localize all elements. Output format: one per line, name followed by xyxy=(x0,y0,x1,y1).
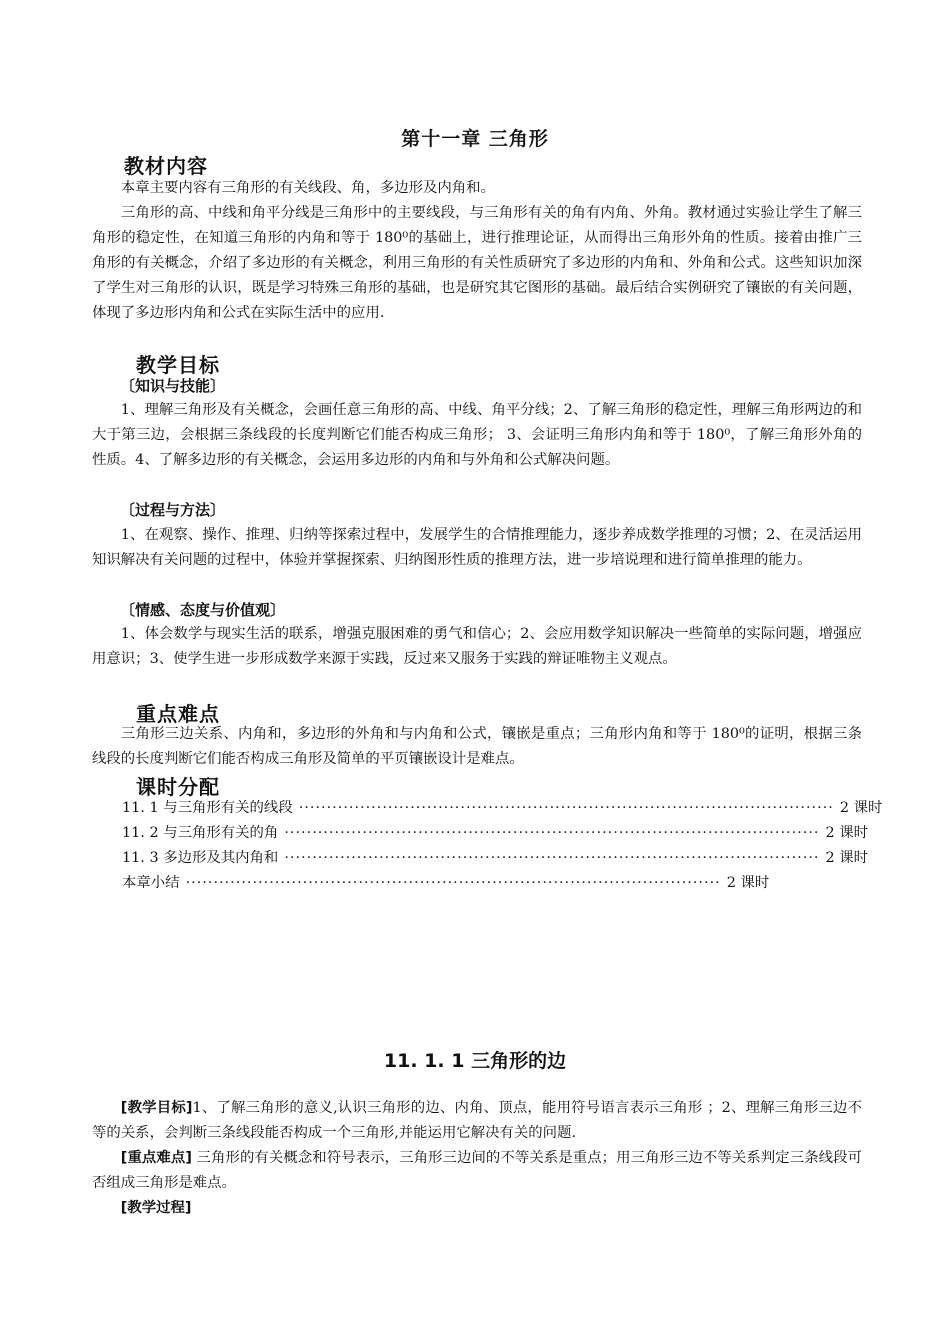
keypoints-text: 三角形三边关系、内角和，多边形的外角和与内角和公式，镶嵌是重点；三角形内角和等于 180⁰的证明，根据三条线段的长度判断它们能否构成三角形及简单的平页镶嵌设计是难点。 xyxy=(92,726,862,767)
schedule-item-title: 11. 2 与三角形有关的角 xyxy=(122,825,279,841)
section-process-label: [教学过程] xyxy=(120,1200,192,1216)
schedule-item-hours: 2 课时 xyxy=(825,850,868,866)
section-keypoints-label: [重点难点] xyxy=(120,1150,192,1166)
chapter-title: 第十一章 三角形 xyxy=(401,128,549,150)
material-body: 三角形的高、中线和角平分线是三角形中的主要线段，与三角形有关的角有内角、外角。教材通过实验让学生了解三角形的稳定性，在知道三角形的内角和等于 180⁰的基础上，进行推理论证，从而得出三角形外角的性质。接着由推广三角形的有关概念，介绍了多边形的有关概念，利用三角形的有关性质研究了多边形的内角和、外角和公式。这些知识加深了学生对三角形的认识，既是学习特殊三角形的基础，也是研究其它图形的基础。最后结合实例研究了镶嵌的有关问题，体现了多边形内角和公式在实际生活中的应用. xyxy=(92,205,862,321)
schedule-item-hours: 2 课时 xyxy=(825,825,868,841)
leader-dots: ································································································ xyxy=(284,825,820,841)
schedule-item xyxy=(122,871,770,896)
schedule-item xyxy=(122,846,868,871)
schedule-item xyxy=(122,821,868,846)
schedule-heading: 课时分配 xyxy=(136,775,220,799)
leader-dots: ································································································ xyxy=(185,875,721,891)
material-heading: 教材内容 xyxy=(124,154,208,178)
schedule-item xyxy=(122,796,883,821)
keypoints-heading: 重点难点 xyxy=(136,702,220,726)
section-keypoints-text: 三角形的有关概念和符号表示，三角形三边间的不等关系是重点；用三角形三边不等关系判定三条线段可否组成三角形是难点。 xyxy=(92,1150,863,1191)
section-title: 11. 1. 1 三角形的边 xyxy=(383,1050,567,1072)
knowledge-text: 1、理解三角形及有关概念，会画任意三角形的高、中线、角平分线；2、了解三角形的稳定性，理解三角形两边的和大于第三边，会根据三条线段的长度判断它们能否构成三角形； 3、会证明三角形内角和等于 180⁰，了解三角形外角的性质。4、了解多边形的有关概念，会运用多边形的内角和与外角和公式解决问题。 xyxy=(92,402,862,468)
schedule-item-title: 本章小结 xyxy=(122,875,180,891)
schedule-item-title: 11. 1 与三角形有关的线段 xyxy=(122,800,293,816)
objectives-heading: 教学目标 xyxy=(136,353,220,377)
process-text: 1、在观察、操作、推理、归纳等探索过程中，发展学生的合情推理能力，逐步养成数学推理的习惯；2、在灵活运用知识解决有关问题的过程中，体验并掌握探索、归纳图形性质的推理方法，进一步培说理和进行简单推理的能力。 xyxy=(92,527,862,568)
leader-dots: ································································································ xyxy=(284,850,820,866)
section-keypoints xyxy=(92,1146,862,1196)
schedule-item-hours: 2 课时 xyxy=(726,875,770,891)
knowledge-label: 〔知识与技能〕 xyxy=(120,377,226,395)
attitude-label: 〔情感、态度与价值观〕 xyxy=(120,601,286,619)
leader-dots: ································································································ xyxy=(298,800,834,816)
material-intro: 本章主要内容有三角形的有关线段、角，多边形及内角和。 xyxy=(120,180,495,196)
schedule-item-hours: 2 课时 xyxy=(839,800,883,816)
section-objectives-label: [教学目标] xyxy=(120,1100,193,1116)
section-objectives-text: 1、了解三角形的意义,认识三角形的边、内角、顶点，能用符号语言表示三角形 ；2、理解三角形三边不等的关系，会判断三条线段能否构成一个三角形,并能运用它解决有关的问题. xyxy=(92,1100,863,1141)
process-label: 〔过程与方法〕 xyxy=(120,501,226,519)
attitude-text: 1、体会数学与现实生活的联系，增强克服困难的勇气和信心；2、会应用数学知识解决一些简单的实际问题，增强应用意识；3、使学生进一步形成数学来源于实践，反过来又服务于实践的辩证唯物主义观点。 xyxy=(92,626,862,667)
schedule-list xyxy=(122,796,883,896)
section-objectives xyxy=(92,1096,862,1146)
schedule-item-title: 11. 3 多边形及其内角和 xyxy=(122,850,279,866)
section-process xyxy=(92,1196,862,1221)
